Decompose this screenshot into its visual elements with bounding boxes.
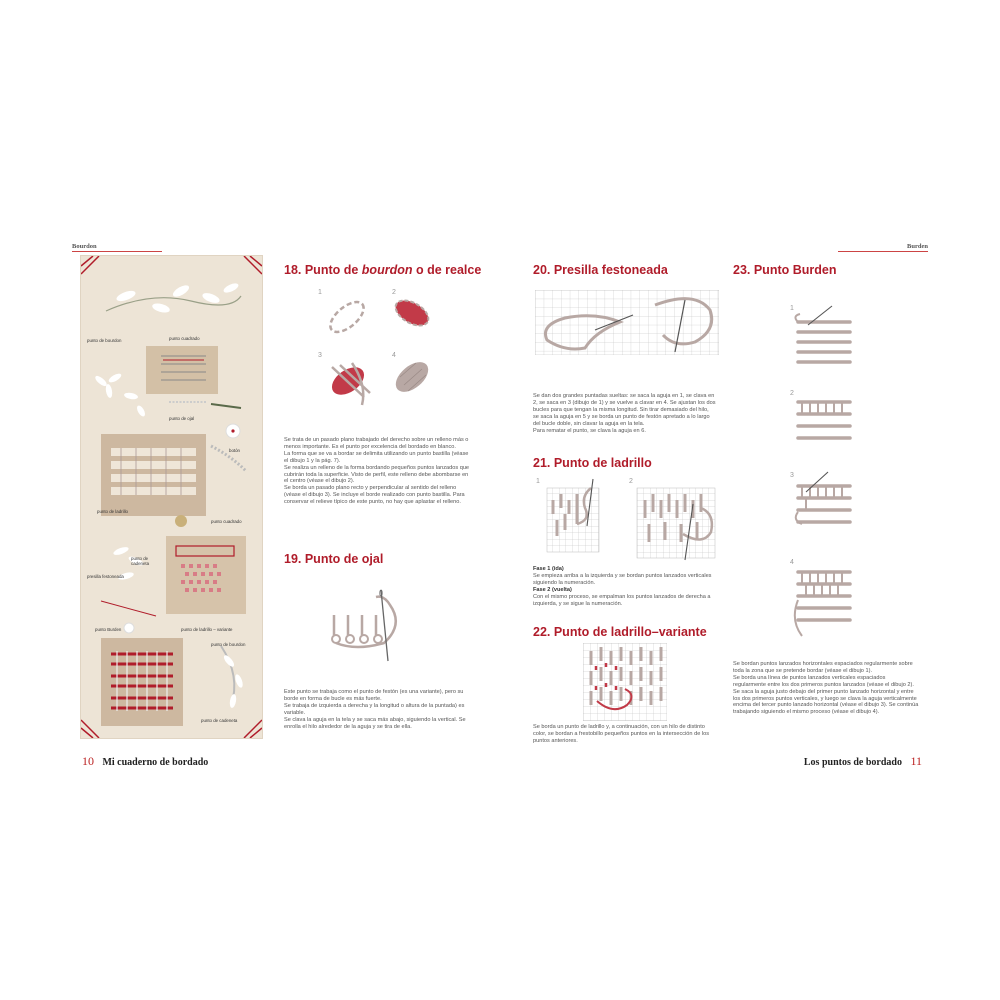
photo-label: punto de ladrillo – variante — [181, 627, 233, 632]
embroidery-sampler-photo — [81, 256, 262, 738]
fig-num: 2 — [392, 289, 396, 296]
book-title: Mi cuaderno de bordado — [102, 757, 209, 768]
paragraph: Con el mismo proceso, se empalman los puntos lanzados de derecha a izquierda, y se sigue la numeración. — [533, 593, 711, 607]
photo-label: punto de bourdon — [211, 642, 246, 647]
photo-label: punto cuadrado — [169, 336, 200, 341]
paragraph: Se realiza un relleno de la forma bordando pequeños puntos lanzados que cubrirán toda la superficie. Visto de perfil, este relleno debe abombarse en el centro (véase el dibujo 2). — [284, 464, 470, 485]
burden-stitch-diagrams — [788, 300, 860, 650]
paragraph: Se clava la aguja en la tela y se saca más abajo, siguiendo la vertical. Se enrolla el hilo alrededor de la aguja y se tira de ella. — [284, 716, 466, 730]
fig-num: 3 — [790, 472, 794, 479]
running-head-right: Burden — [907, 243, 928, 250]
paragraph: Este punto se trabaja como el punto de festón (es una variante), pero su borde en forma de bucle es más fuerte. — [284, 689, 464, 702]
phase-label: Fase 2 (vuelta) — [533, 586, 572, 593]
festooned-bar-diagram — [535, 290, 719, 355]
section-19-body — [284, 689, 474, 730]
section-20-body — [533, 393, 716, 434]
sampler-illustration — [81, 256, 262, 738]
brick-stitch-diagrams — [533, 474, 719, 562]
section-21-title: 21. Punto de ladrillo — [533, 456, 652, 470]
paragraph: Se dan dos grandes puntadas sueltas: se saca la aguja en 1, se clava en 2, se saca en 3 (dibujo de 1) y se vuelve a clavar en 4. Se ajustan los dos bucles para que tengan la misma longitud. Sin tirar demasiado del hilo, se saca la aguja en 5 y se borda un punto de festón apretado a lo largo del bucle doble, sin clavar la aguja en la tela. — [533, 393, 716, 427]
section-18-title: 18. Punto de bourdon o de realce — [284, 263, 482, 277]
section-20-title: 20. Presilla festoneada — [533, 263, 668, 277]
fig-num: 2 — [790, 390, 794, 397]
paragraph: La forma que se va a bordar se delimita utilizando un punto bastilla (véase el dibujo 1 y la pág. 7). — [284, 450, 469, 464]
photo-label: punto cuadrado — [211, 519, 242, 524]
section-22-body — [533, 724, 719, 745]
brick-variant-diagram — [583, 643, 667, 721]
phase-label: Fase 1 (ida) — [533, 566, 564, 572]
section-23-title: 23. Punto Burden — [733, 263, 837, 277]
paragraph: Se bordan puntos lanzados horizontales espaciados regularmente sobre toda la zona que se pretende bordar (véase el dibujo 1). — [733, 661, 913, 674]
fig-num: 1 — [536, 478, 540, 485]
fig-num: 1 — [790, 305, 794, 312]
paragraph: Se saca la aguja justo debajo del primer punto lanzado horizontal y entre los dos primeros puntos verticales, y luego se clava la aguja verticalmente encima del tercer punto lanzado horizontal (véase el dibujo 3). Se continúa trabajando siguiendo el mismo proceso (véase el dibujo 4). — [733, 688, 919, 716]
section-18-body — [284, 437, 474, 506]
section-22-title: 22. Punto de ladrillo–variante — [533, 625, 707, 639]
paragraph: Para rematar el punto, se clava la aguja en 6. — [533, 427, 646, 434]
folio-right — [804, 752, 922, 770]
paragraph: Se trabaja de izquierda a derecha y la longitud o altura de la puntada) es variable. — [284, 702, 465, 716]
photo-label: punto de ladrillo — [97, 509, 129, 514]
page-number: 11 — [910, 754, 922, 768]
photo-label: punto de cadeneta — [131, 556, 150, 566]
paragraph: Se borda un punto de ladrillo y, a continuación, con un hilo de distinto color, se bordan a frestobillo pequeños puntos en la intersección de los puntos anteriores. — [533, 724, 710, 744]
photo-label: botón — [229, 448, 240, 453]
fig-num: 3 — [318, 352, 322, 359]
photo-label: punto de cadeneta — [201, 718, 238, 723]
photo-label: presilla festoneada — [87, 574, 124, 579]
page-number: 10 — [82, 754, 94, 768]
bourdon-diagrams — [312, 285, 432, 410]
paragraph: Se borda un pasado plano recto y perpendicular al sentido del relleno (véase el dibujo 3). Se incluye el borde realizado con punto bastilla. Para conservar el relieve típico de este punto, no hay que aplastar el relleno. — [284, 485, 465, 506]
running-head-rule-left — [72, 251, 162, 252]
folio-left — [82, 752, 208, 770]
photo-label: punto Burden — [95, 627, 122, 632]
section-21-body — [533, 566, 719, 607]
chapter-title: Los puntos de bordado — [803, 757, 902, 768]
paragraph: Se borda una línea de puntos lanzados verticales espaciados regularmente entre los dos primeros puntos lanzados (véase el dibujo 2). — [733, 674, 914, 688]
fig-num: 2 — [629, 478, 633, 485]
fig-num: 4 — [790, 559, 794, 566]
running-head-left: Bourdon — [72, 243, 97, 250]
photo-label: punto de bourdon — [87, 338, 122, 343]
section-19-title: 19. Punto de ojal — [284, 552, 384, 566]
section-23-body — [733, 661, 919, 716]
running-head-rule-right — [838, 251, 928, 252]
fig-num: 4 — [392, 352, 396, 359]
photo-label: punto de ojal — [169, 416, 195, 421]
fig-num: 1 — [318, 289, 322, 296]
paragraph: Se empieza arriba a la izquierda y se bordan puntos lanzados verticales siguiendo la numeración. — [533, 572, 712, 586]
buttonhole-diagram — [326, 585, 416, 665]
paragraph: Se trata de un pasado plano trabajado del derecho sobre un relleno más o menos importante. Es el punto por excelencia del bordado en blanco. — [284, 437, 469, 450]
